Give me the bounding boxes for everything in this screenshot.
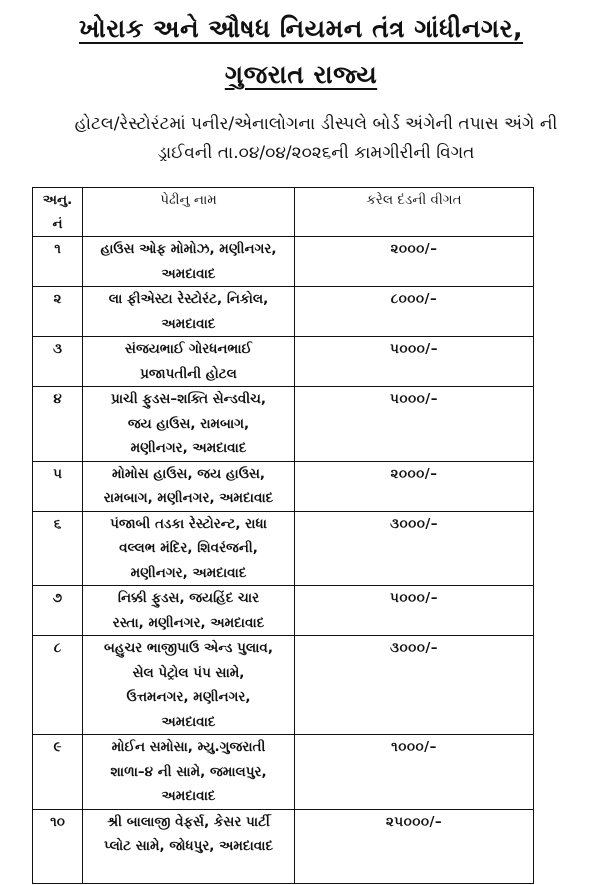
firm-name-line: અમદાવાદ [161,265,216,282]
table-row [33,511,534,586]
firm-name-line: અમદાવાદ [161,788,216,804]
row-serial: ૧૦ [33,809,83,884]
row-fine-amount: ૧૦૦૦/– [295,735,534,810]
table-row [33,337,534,387]
row-serial: ૪ [33,387,83,462]
header-fine-details: કરેલ દંડની વીગત [295,188,534,237]
firm-name-line: શ્રી બાલાજી વેફર્સ, કેસર પાર્ટી [107,813,270,830]
row-firm-name [83,237,295,287]
firm-name-line: પ્રાચી ફુડસ–શક્તિ સેન્ડવીચ, [110,391,267,407]
firm-name-line: જય હાઉસ, રામબાગ, [127,415,250,432]
firm-name-line: નિક્કી ફુડસ, જયહિંદ ચાર [117,590,260,606]
row-serial: ૯ [33,735,83,810]
header-row [33,188,534,237]
row-firm-name [83,287,295,337]
fines-table [32,187,534,884]
firm-name-line: સંજયભાઈ ગોરધનભાઈ [125,341,252,357]
row-firm-name [83,461,295,511]
firm-name-line [87,859,290,884]
header-firm-name: પેઢીનુ નામ [83,188,295,237]
row-fine-amount: ૫૦૦૦/– [295,387,534,462]
table-row [33,387,534,462]
row-serial: ૬ [33,511,83,586]
firm-name-line: વલ્લભ મંદિર, શિવરંજની, [119,540,258,556]
row-serial: ૮ [33,636,83,735]
row-firm-name [83,636,295,735]
row-serial: ૭ [33,586,83,636]
firm-name-line: મણીનગર, અમદાવાદ [130,440,247,456]
row-serial: ૧ [33,237,83,287]
row-firm-name [83,511,295,586]
subtitle-line-2: ડ્રાઈવની તા.૦૪/૦૪/૨૦૨૬ની કામગીરીની વિગત [157,143,475,163]
title-line-2: ગુજરાત રાજ્ય [224,60,378,89]
row-serial: ૫ [33,461,83,511]
firm-name-line: શાળા–૪ ની સામે, જમાલપુર, [110,763,267,780]
header-serial: અનુ. નં [33,188,83,237]
row-fine-amount: ૩૦૦૦/– [295,511,534,586]
firm-name-line: મોઈન સમોસા, મ્યુ.ગુજરાતી [111,739,266,755]
row-serial: ૩ [33,337,83,387]
table-row [33,636,534,735]
row-fine-amount: ૨૫૦૦૦/– [295,809,534,884]
row-fine-amount: ૨૦૦૦/– [295,237,534,287]
firm-name-line: પ્લોટ સામે, જોધપુર, અમદાવાદ [103,838,274,854]
row-fine-amount: ૮૦૦૦/– [295,287,534,337]
table-row [33,237,534,287]
row-firm-name [83,735,295,810]
firm-name-line: અમદાવાદ [161,315,216,332]
firm-name-line: અમદાવાદ [161,713,216,730]
firm-name-line: પ્રજાપતીની હોટલ [140,365,237,382]
table-row [33,586,534,636]
subtitle-line-1: હોટલ/રેસ્ટોરંટમાં પનીર/એનાલોગના ડીસ્પલે બોર્ડ અંગેની તપાસ અંગે ની [74,114,558,134]
document-subtitle [0,110,602,168]
row-fine-amount: ૫૦૦૦/– [295,337,534,387]
firm-name-line: સેલ પેટ્રોલ પંપ સામે, [132,664,245,681]
table-header [33,188,534,237]
firm-name-line: લા ફીએસ્ટા રેસ્ટોરંટ, નિકોલ, [108,291,269,307]
firm-name-line: ઉત્તમનગર, મણીનગર, [126,689,251,705]
firm-name-line: પંજાબી તડકા રેસ્ટોરન્ટ, રાધા [110,515,267,532]
table-body [33,237,534,884]
row-firm-name [83,387,295,462]
firm-name-line: હાઉસ ઓફ મોમોઝ, મણીનગર, [100,241,277,257]
row-serial: ૨ [33,287,83,337]
row-firm-name [83,586,295,636]
row-fine-amount: ૩૦૦૦/– [295,636,534,735]
firm-name-line: મોમોસ હાઉસ, જય હાઉસ, [111,465,266,482]
row-fine-amount: ૨૦૦૦/– [295,461,534,511]
firm-name-line: રામબાગ, મણીનગર, અમદાવાદ [103,490,274,506]
row-firm-name [83,337,295,387]
table-row [33,287,534,337]
firm-name-line: બહુચર ભાજીપાઉ એન્ડ પુલાવ, [104,640,273,656]
table-row [33,735,534,810]
firm-name-line: મણીનગર, અમદાવાદ [130,564,247,581]
row-fine-amount: ૫૦૦૦/– [295,586,534,636]
title-line-1: ખોરાક અને ઔષધ નિયમન તંત્ર ગાંધીનગર, [78,14,524,43]
firm-name-line: રસ્તા, મણીનગર, અમદાવાદ [112,614,265,631]
row-firm-name [83,809,295,884]
document-title [0,6,602,98]
table-row [33,809,534,884]
table-row [33,461,534,511]
